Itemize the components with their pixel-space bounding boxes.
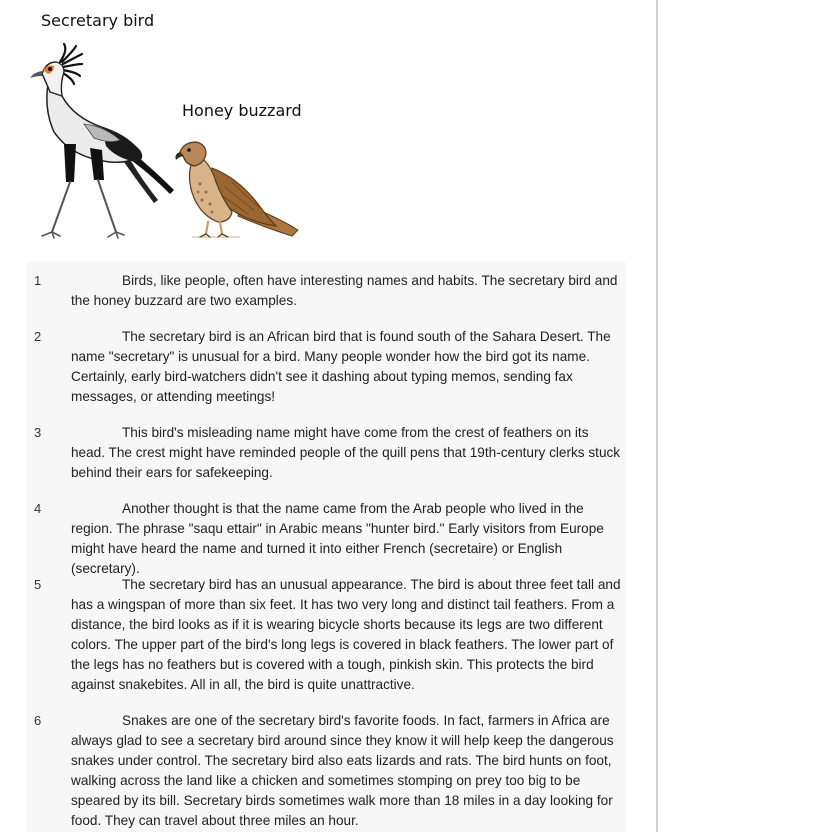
paragraph-text: The secretary bird has an unusual appearance. The bird is about three feet tall and has a wingspan of more than six feet. It has two very long and distinct tail feathers. From a distance, the bird looks as if it is wearing bicycle shorts because its legs are two different colors. The upper part of the bird's long legs is covered in black feathers. The lower part of the legs has no feathers but is covered with a tough, pinkish skin. This protects the bird against snakebites. All in all, the bird is quite unattractive. <box>71 577 621 692</box>
reading-passage <box>26 262 626 832</box>
paragraph-number: 3 <box>34 425 42 440</box>
honey-buzzard-illustration <box>172 138 302 242</box>
paragraph-number: 5 <box>34 577 42 592</box>
paragraph-number: 1 <box>34 273 42 288</box>
honey-buzzard-caption: Honey buzzard <box>182 101 302 120</box>
paragraph-number: 2 <box>34 329 42 344</box>
paragraph-text: Another thought is that the name came from the Arab people who lived in the region. The phrase "saqu ettair" in Arabic means "hunter bird." Early visitors from Europe might have heard the name and turned it into either French (secretaire) or English (secretary). <box>71 501 604 576</box>
paragraph-number: 4 <box>34 501 42 516</box>
secretary-bird-illustration <box>24 40 184 242</box>
paragraph-number: 6 <box>34 713 42 728</box>
paragraph-text: Snakes are one of the secretary bird's favorite foods. In fact, farmers in Africa are always glad to see a secretary bird around since they know it will help keep the dangerous snakes under control. The secretary bird also eats lizards and rats. The bird hunts on foot, walking across the land like a chicken and sometimes stomping on prey too big to be speared by its bill. Secretary birds sometimes walk more than 18 miles in a day looking for food. They can travel about three miles an hour. <box>71 713 614 828</box>
paragraph-text: The secretary bird is an African bird that is found south of the Sahara Desert. The name "secretary" is unusual for a bird. Many people wonder how the bird got its name. Certainly, early bird-watchers didn't see it dashing about typing memos, sending fax messages, or attending meetings! <box>71 329 611 404</box>
secretary-bird-caption: Secretary bird <box>41 11 155 30</box>
paragraph-text: This bird's misleading name might have come from the crest of feathers on its head. The crest might have reminded people of the quill pens that 19th-century clerks stuck behind their ears for safekeeping. <box>71 425 621 480</box>
paragraph-text: Birds, like people, often have interesting names and habits. The secretary bird and the honey buzzard are two examples. <box>71 273 618 308</box>
